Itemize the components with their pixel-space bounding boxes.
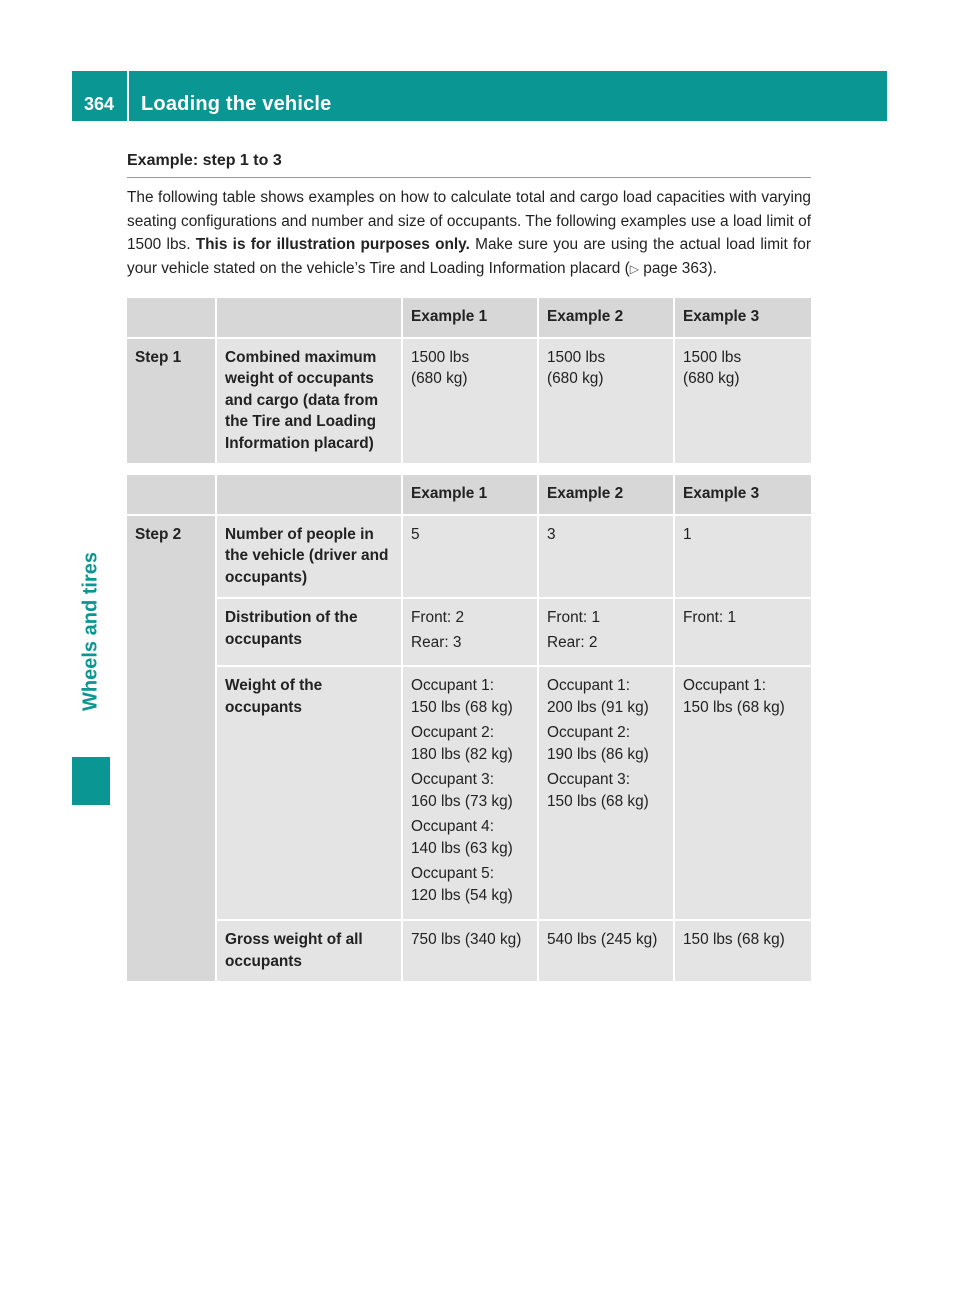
value-cell	[539, 339, 675, 466]
occupant-weight: 150 lbs (68 kg)	[683, 698, 785, 716]
occupant-label: Occupant 1:	[411, 677, 494, 694]
intro-bold: This is for illustration purposes only.	[195, 236, 470, 253]
side-tab-label: Wheels and tires	[79, 552, 102, 711]
step2-table	[127, 475, 811, 983]
value-line: 1500 lbs	[411, 348, 470, 366]
step1-table	[127, 298, 811, 465]
table-header-row	[127, 475, 811, 516]
occupant-weight: 160 lbs (73 kg)	[411, 792, 513, 810]
chapter-title: Loading the vehicle	[141, 93, 332, 115]
header-cell	[127, 298, 217, 339]
table-row	[127, 921, 811, 983]
section-title: Example: step 1 to 3	[127, 152, 282, 169]
header-cell-example-3: Example 3	[675, 475, 811, 516]
occupant-label: Occupant 5:	[411, 865, 494, 882]
occupant-label: Occupant 1:	[547, 677, 630, 694]
occupant-weight: 120 lbs (54 kg)	[411, 886, 513, 904]
page-header	[72, 71, 887, 121]
value-line: Front: 1	[683, 609, 737, 626]
value-line: (680 kg)	[411, 370, 468, 387]
occupant-label: Occupant 3:	[547, 771, 630, 788]
intro-paragraph	[127, 186, 811, 281]
row-label: Combined maximum weight of occupants and cargo (data from the Tire and Loading Information placard)	[217, 339, 403, 466]
value-line: Rear: 3	[411, 633, 462, 651]
occupant-label: Occupant 3:	[411, 771, 494, 788]
row-label: Distribution of the occupants	[217, 599, 403, 667]
row-label: Number of people in the vehicle (driver and occupants)	[217, 516, 403, 600]
occupant-label: Occupant 2:	[411, 724, 494, 741]
value-line: 1500 lbs	[683, 348, 742, 366]
page-reference-link[interactable]: page 363).	[639, 259, 717, 277]
value-cell: 750 lbs (340 kg)	[403, 921, 539, 983]
occupant-weight: 150 lbs (68 kg)	[547, 792, 649, 810]
row-label: Weight of the occupants	[217, 667, 403, 921]
step-label: Step 1	[127, 339, 217, 466]
value-cell: 540 lbs (245 kg)	[539, 921, 675, 983]
step-label: Step 2	[127, 516, 217, 984]
header-cell-example-2: Example 2	[539, 475, 675, 516]
occupant-label: Occupant 2:	[547, 724, 630, 741]
value-line: 1500 lbs	[547, 348, 606, 366]
header-cell-example-2: Example 2	[539, 298, 675, 339]
value-line: Front: 1	[547, 609, 601, 626]
table-row	[127, 599, 811, 667]
header-cell-example-3: Example 3	[675, 298, 811, 339]
value-line: (680 kg)	[683, 370, 740, 387]
header-cell	[217, 475, 403, 516]
value-cell	[539, 667, 675, 921]
value-cell	[403, 339, 539, 466]
row-label: Gross weight of all occupants	[217, 921, 403, 983]
occupant-label: Occupant 1:	[683, 677, 766, 694]
page-number: 364	[83, 94, 115, 114]
value-cell: 150 lbs (68 kg)	[675, 921, 811, 983]
occupant-weight: 190 lbs (86 kg)	[547, 745, 649, 763]
table-row	[127, 516, 811, 600]
value-cell	[403, 667, 539, 921]
table-row	[127, 339, 811, 466]
section-divider	[127, 177, 811, 178]
value-cell	[675, 667, 811, 921]
header-cell-example-1: Example 1	[403, 298, 539, 339]
header-cell	[127, 475, 217, 516]
occupant-weight: 140 lbs (63 kg)	[411, 839, 513, 857]
occupant-weight: 150 lbs (68 kg)	[411, 698, 513, 716]
header-divider	[127, 71, 129, 121]
occupant-weight: 180 lbs (82 kg)	[411, 745, 513, 763]
intro-text-1: The following table shows examples on how to calculate total and cargo load capacities with varying seating configurations and number and size of occupants. The following examples use a load limit of 1500 lbs.	[127, 189, 811, 253]
table-header-row	[127, 298, 811, 339]
value-line: (680 kg)	[547, 370, 604, 387]
occupant-label: Occupant 4:	[411, 818, 494, 835]
side-tab-marker	[72, 757, 110, 805]
value-cell	[675, 339, 811, 466]
intro-text-2: Make sure you are using the actual load limit for your vehicle stated on the vehicle’s Tire and Loading Information placard (	[127, 236, 811, 277]
value-line: Rear: 2	[547, 633, 598, 651]
table-row	[127, 667, 811, 921]
value-cell: 5	[403, 516, 539, 600]
header-cell	[217, 298, 403, 339]
occupant-weight: 200 lbs (91 kg)	[547, 698, 649, 716]
header-cell-example-1: Example 1	[403, 475, 539, 516]
value-cell: 1	[675, 516, 811, 600]
page-ref-arrow-icon: ▷	[629, 261, 640, 276]
value-cell: 3	[539, 516, 675, 600]
value-cell	[403, 599, 539, 667]
value-cell	[539, 599, 675, 667]
value-line: Front: 2	[411, 609, 465, 626]
value-cell	[675, 599, 811, 667]
